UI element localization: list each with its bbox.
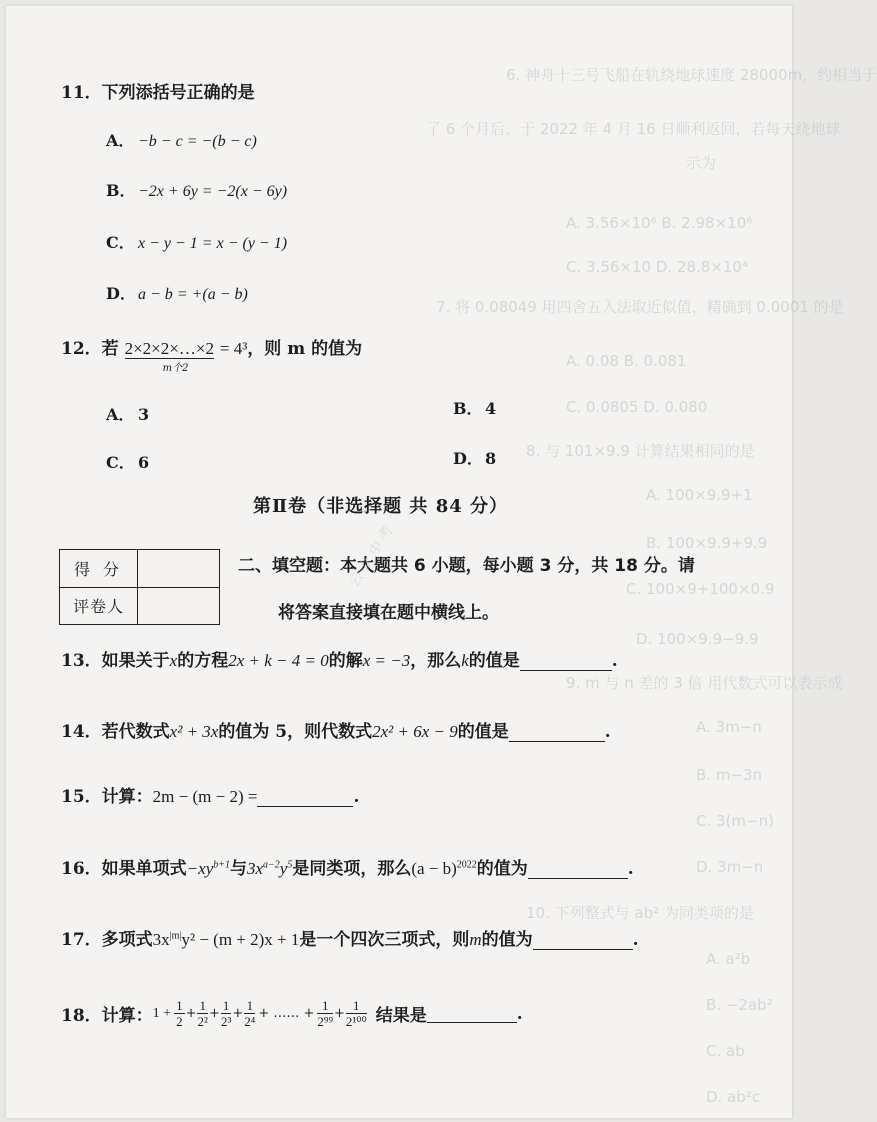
answer-blank[interactable] xyxy=(533,931,633,950)
question-number: 14． xyxy=(61,722,102,742)
question-number: 17． xyxy=(61,930,102,950)
question-14: 14．若代数式x² + 3x的值为 5，则代数式2x² + 6x − 9的值是 . xyxy=(61,722,611,742)
bleed-line: D. 3m−n xyxy=(696,858,764,876)
power-base: (a − b) xyxy=(411,859,457,878)
bleed-line: 7. 将 0.08049 用四舍五入法取近似值，精确到 0.0001 的是 xyxy=(436,298,844,316)
section-instruction-line2: 将答案直接填在题中横线上。 xyxy=(278,603,499,623)
option-label: A． xyxy=(106,131,135,150)
stem-text: 与 xyxy=(229,859,247,879)
stem-text: 结果是 xyxy=(375,1006,427,1026)
option-expr: x − y − 1 = x − (y − 1) xyxy=(138,235,288,252)
expression: 2m − (m − 2) = xyxy=(152,787,258,806)
score-row xyxy=(60,550,219,588)
q12-option-b[interactable] xyxy=(453,396,496,419)
exam-page xyxy=(6,6,877,1118)
q11-option-b[interactable] xyxy=(106,178,287,201)
exponent: 5 xyxy=(287,859,293,871)
series-lead: 1 + xyxy=(152,1005,172,1021)
polynomial-rest: y² − (m + 2)x + 1 xyxy=(181,930,300,949)
polynomial xyxy=(153,930,300,949)
fraction: $\frac{1}{\text{2³}}$ xyxy=(220,998,232,1029)
score-box xyxy=(59,549,220,625)
question-prefix: 若 xyxy=(101,339,119,359)
stem-text: 是一个四次三项式，则 xyxy=(299,930,470,950)
solution: x = −3 xyxy=(362,651,411,670)
exponent: 2022 xyxy=(456,859,477,871)
bleed-line: 了 6 个月后，于 2022 年 4 月 16 日顺利返回，若每天绕地球 xyxy=(426,120,841,138)
question-16: 16．如果单项式$-xy^{b+1}$与$3x^{a-2}y^5$是同类项，那么$(a - b)^{2022}$的值为 . xyxy=(61,859,634,879)
watermark: 云 众 中 考 xyxy=(346,522,397,591)
monomial-base: y xyxy=(279,859,288,878)
stem-text: 的值是 xyxy=(468,651,520,671)
stem-text: 多项式 xyxy=(101,930,153,950)
monomial-base: 3x xyxy=(246,859,264,878)
stem-text: 的方程 xyxy=(177,651,229,671)
question-stem: 下列添括号正确的是 xyxy=(101,83,255,103)
stem-text: 计算： xyxy=(101,1006,153,1026)
underbrace-label: m个2 xyxy=(162,363,189,374)
question-number: 18． xyxy=(61,1006,102,1026)
bleed-line: B. m−3n xyxy=(696,766,763,784)
stem-text: 的值为 xyxy=(476,859,528,879)
section-instruction-line1: 二、填空题：本大题共 6 小题，每小题 3 分，共 18 分。请 xyxy=(238,556,695,576)
option-value: 8 xyxy=(485,449,497,468)
bleed-line: D. ab²c xyxy=(706,1088,761,1106)
bleed-line: 示为 xyxy=(686,154,717,172)
stem-text: 的值为 xyxy=(481,930,533,950)
fraction: $\frac{1}{\text{2²}}$ xyxy=(197,998,208,1029)
variable: x xyxy=(169,651,178,670)
bleed-line: 6. 神舟十三号飞船在轨绕地球速度 28000m，约相当于 xyxy=(506,66,877,84)
q11-option-c[interactable] xyxy=(106,230,287,253)
option-expr: −2x + 6y = −2(x − 6y) xyxy=(138,183,288,200)
answer-blank[interactable] xyxy=(528,860,628,879)
bleed-line: C. 3(m−n) xyxy=(696,812,774,830)
bleed-line: A. 3m−n xyxy=(696,718,762,736)
option-label: D． xyxy=(453,449,483,468)
bleed-line: A. a²b xyxy=(706,950,751,968)
monomial xyxy=(247,859,292,878)
option-label: B． xyxy=(106,181,136,200)
grader-row xyxy=(60,587,219,624)
bleed-line: D. 100×9.9−9.9 xyxy=(636,630,759,648)
equation: 2x + k − 4 = 0 xyxy=(228,651,329,670)
bleed-line: C. ab xyxy=(706,1042,745,1060)
q12-option-a[interactable] xyxy=(106,402,149,425)
bleed-line: A. 3.56×10⁶ B. 2.98×10⁶ xyxy=(566,214,753,232)
q12-option-c[interactable] xyxy=(106,450,149,473)
fraction: $\frac{1}{\text{2⁹⁹}}$ xyxy=(317,998,333,1029)
section-title: 第Ⅱ卷（非选择题 共 84 分） xyxy=(253,496,509,517)
bleed-line: C. 0.0805 D. 0.080 xyxy=(566,398,708,416)
question-17: 17．多项式$3x^{|m|}y^2 - (m + 2)x + 1$是一个四次三项式，则m的值为 . xyxy=(61,930,639,950)
answer-blank[interactable] xyxy=(509,723,605,742)
question-11 xyxy=(61,78,255,103)
exponent: |m| xyxy=(169,930,182,942)
bleed-line: 8. 与 101×9.9 计算结果相同的是 xyxy=(526,442,755,460)
stem-text: 的值为 5，则代数式 xyxy=(218,722,373,742)
power-expr: = 4³ xyxy=(219,339,248,358)
exponent: b+1 xyxy=(213,859,230,871)
bleed-line: A. 0.08 B. 0.081 xyxy=(566,352,687,370)
bleed-line: B. −2ab² xyxy=(706,996,773,1014)
question-number: 12． xyxy=(61,339,102,359)
question-13: 13．如果关于x的方程2x + k − 4 = 0的解x = −3，那么k的值是 . xyxy=(61,651,618,671)
score-label: 得 分 xyxy=(60,550,138,587)
stem-text: 是同类项，那么 xyxy=(292,859,412,879)
stem-text: 如果关于 xyxy=(101,651,170,671)
variable: k xyxy=(461,651,469,670)
option-value: 6 xyxy=(138,453,150,472)
q11-option-d[interactable] xyxy=(106,281,248,304)
stem-text: 计算： xyxy=(101,787,153,807)
answer-blank[interactable] xyxy=(257,788,353,807)
expression: x² + 3x xyxy=(169,722,219,741)
question-number: 13． xyxy=(61,651,102,671)
q11-option-a[interactable] xyxy=(106,128,257,151)
expression: 2x² + 6x − 9 xyxy=(372,722,458,741)
fraction: $\frac{1}{\text{2¹⁰⁰}}$ xyxy=(345,998,367,1029)
term-base: 3x xyxy=(152,930,170,949)
underbrace xyxy=(125,358,214,359)
question-number: 11． xyxy=(61,83,102,103)
stem-text: ，那么 xyxy=(410,651,462,671)
option-label: B． xyxy=(453,399,483,418)
power-expr xyxy=(411,859,476,878)
stem-text: 若代数式 xyxy=(101,722,170,742)
bleed-line: 10. 下列整式与 ab² 为同类项的是 xyxy=(526,904,754,922)
series-dots: + …… + xyxy=(258,1006,315,1021)
stem-text: 的值是 xyxy=(457,722,509,742)
answer-blank[interactable] xyxy=(520,652,612,671)
bleed-line: B. 100×9.9+9.9 xyxy=(646,534,768,552)
monomial xyxy=(187,859,230,878)
q12-option-d[interactable] xyxy=(453,446,496,469)
product-expr: 2×2×2×…×2 xyxy=(124,339,214,358)
monomial-base: −xy xyxy=(186,859,214,878)
option-expr: −b − c = −(b − c) xyxy=(138,133,257,150)
option-label: C． xyxy=(106,453,135,472)
option-label: D． xyxy=(106,284,136,303)
answer-blank[interactable] xyxy=(427,1004,517,1023)
question-15: 15．计算：2m − (m − 2) = . xyxy=(61,787,360,807)
bleed-line: C. 100×9+100×0.9 xyxy=(626,580,775,598)
question-number: 15． xyxy=(61,787,102,807)
bleed-line: 9. m 与 n 差的 3 倍 用代数式可以表示成 xyxy=(566,674,843,692)
question-18: 18． 计算： 1 + $\frac{1}{2}$ + $\frac{1}{\text{2²}}$ + $\frac{1}{\text{2³}}$ + $\frac{1}{\text{2⁴}}$ + …… + $\frac{1}{\text{2⁹⁹}}$ + $\frac{1}{\text{2¹⁰⁰}}$ 结果是 . xyxy=(61,998,523,1029)
fraction: $\frac{1}{2}$ xyxy=(176,998,183,1029)
stem-text: 如果单项式 xyxy=(101,859,187,879)
question-number: 16． xyxy=(61,859,102,879)
option-label: A． xyxy=(106,405,135,424)
option-value: 4 xyxy=(485,399,497,418)
option-expr: a − b = +(a − b) xyxy=(138,286,248,303)
question-12 xyxy=(61,334,363,374)
option-value: 3 xyxy=(138,405,150,424)
fraction: $\frac{1}{\text{2⁴}}$ xyxy=(244,998,256,1029)
option-label: C． xyxy=(106,233,135,252)
exponent: a−2 xyxy=(263,859,280,871)
stem-text: 的解 xyxy=(328,651,363,671)
bleed-line: A. 100×9.9+1 xyxy=(646,486,753,504)
bleed-line: C. 3.56×10 D. 28.8×10⁴ xyxy=(566,258,748,276)
grader-label: 评卷人 xyxy=(60,587,138,624)
question-suffix: ，则 m 的值为 xyxy=(247,339,363,359)
variable: m xyxy=(469,930,482,949)
